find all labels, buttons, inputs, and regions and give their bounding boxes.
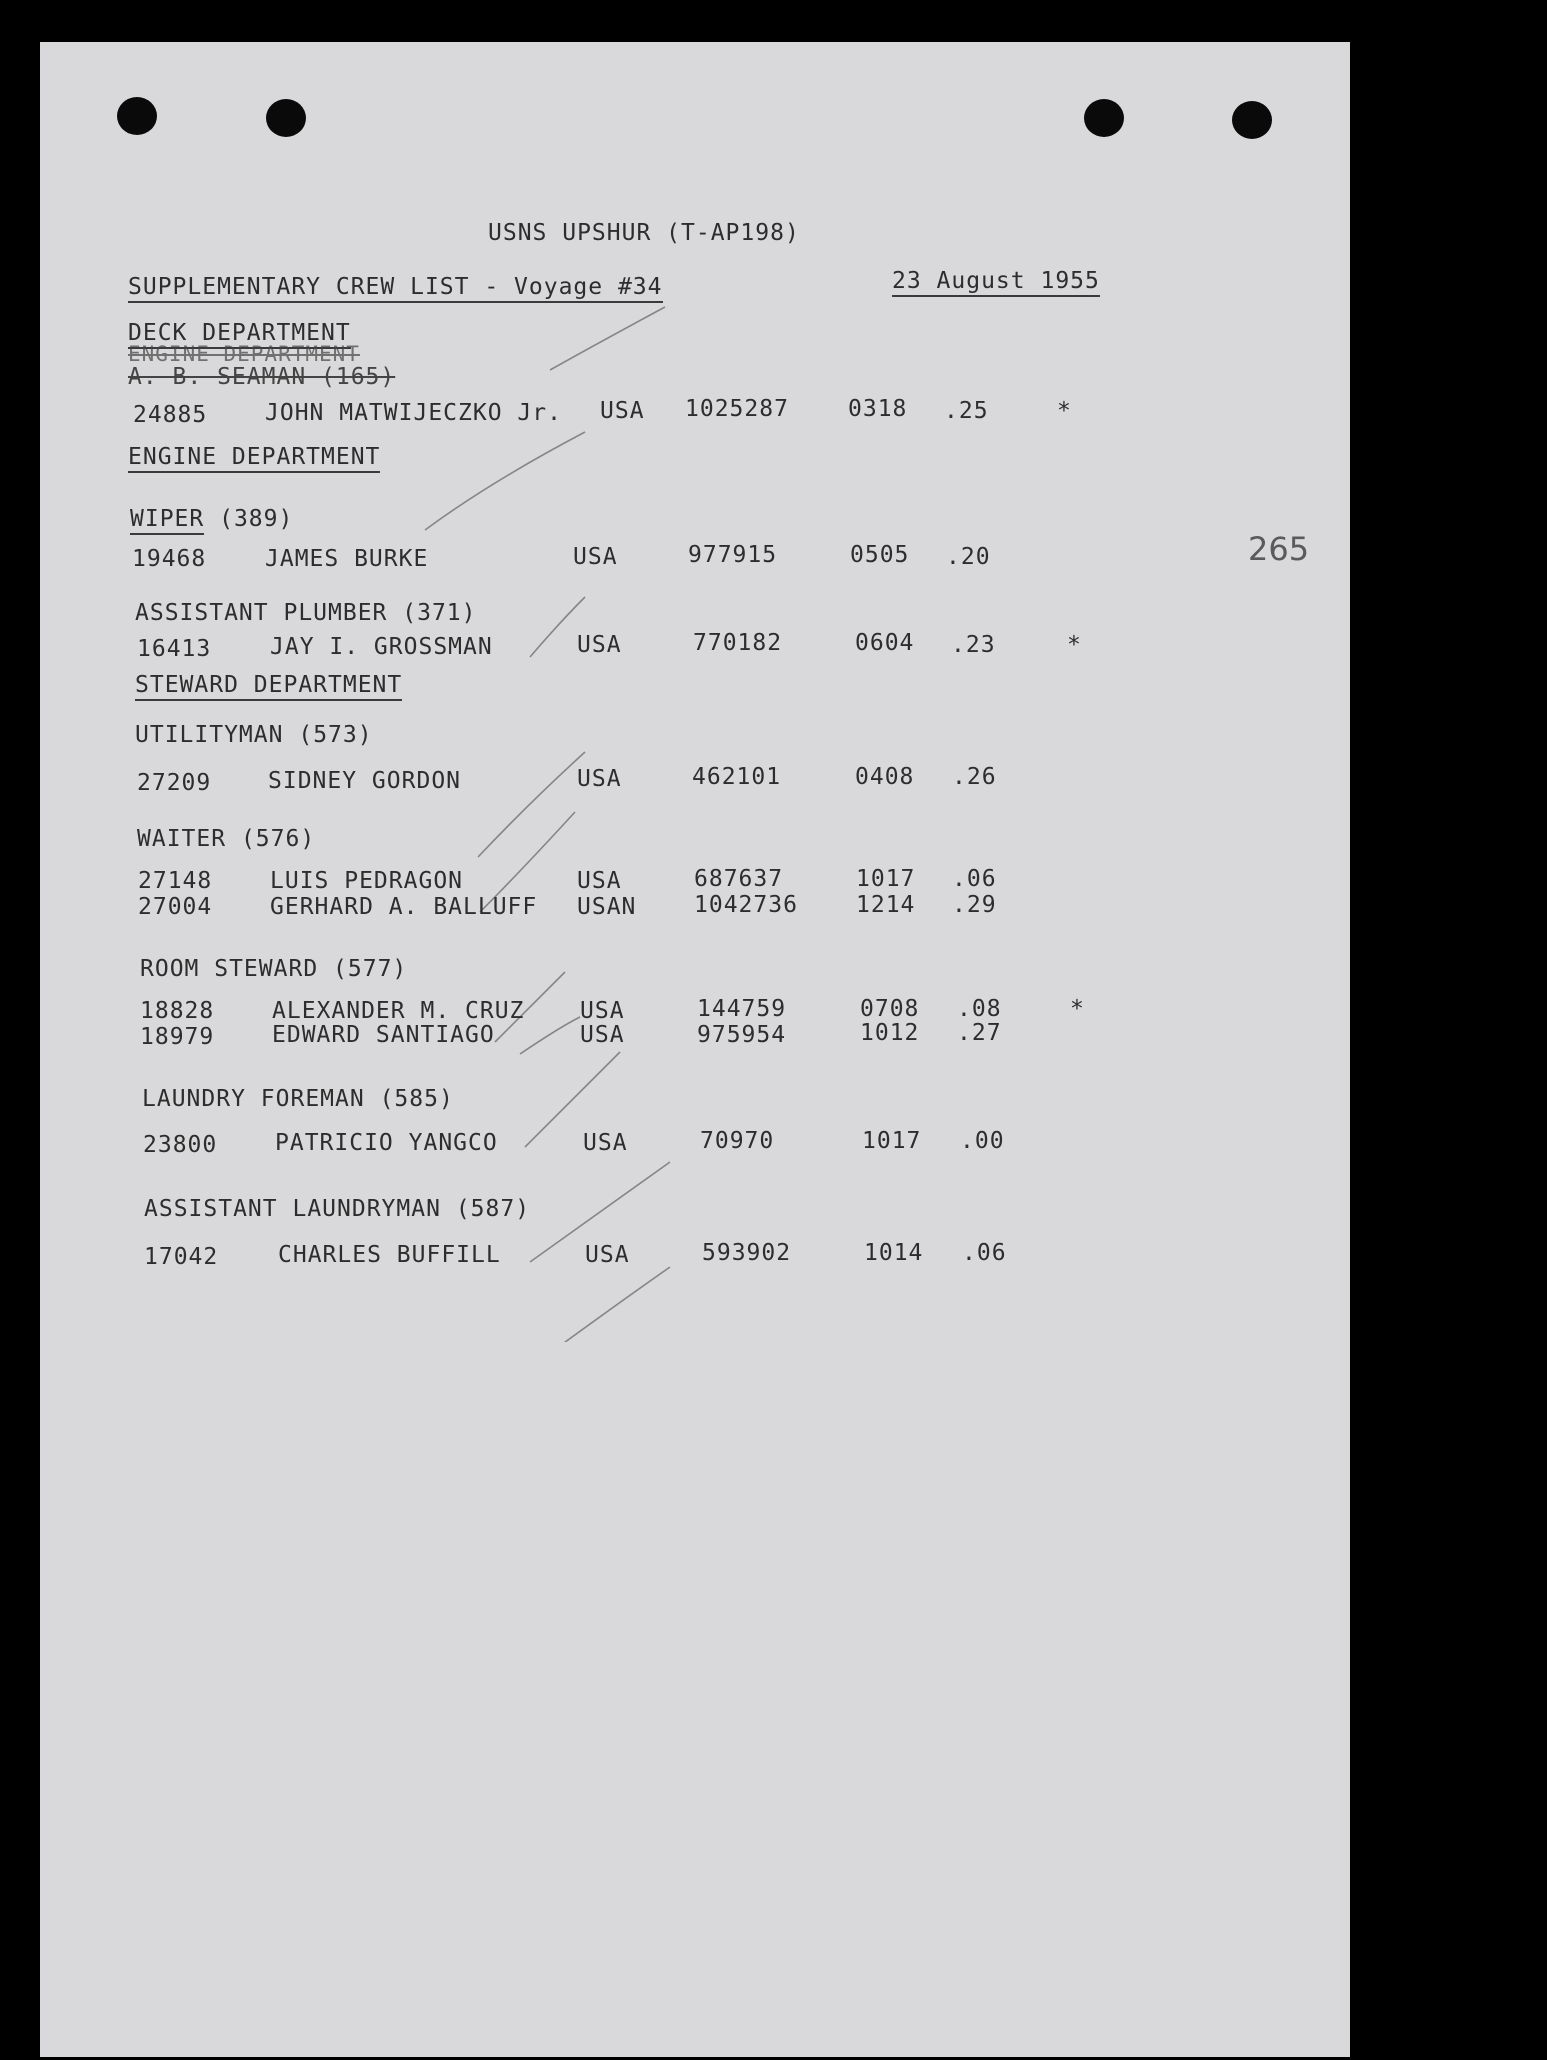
crew-number: 23800 (143, 1132, 218, 1158)
crew-time: 0708 (860, 996, 920, 1022)
crew-time: 0318 (848, 396, 908, 422)
position-heading: WAITER (576) (137, 826, 316, 852)
crew-name: JAMES BURKE (265, 546, 429, 572)
crew-z-number: 593902 (702, 1240, 792, 1266)
crew-number: 27209 (137, 770, 212, 796)
crew-number: 27148 (138, 868, 213, 894)
crew-z-number: 977915 (688, 542, 778, 568)
crew-rate: .25 (944, 398, 989, 424)
ship-name: USNS UPSHUR (T-AP198) (488, 220, 800, 246)
asterisk-mark: * (1057, 398, 1072, 424)
crew-time: 1214 (856, 892, 916, 918)
steward-department-heading: STEWARD DEPARTMENT (135, 672, 402, 701)
asterisk-mark: * (1070, 996, 1085, 1022)
crew-rate: .20 (946, 544, 991, 570)
crew-nationality: USA (600, 398, 645, 424)
crew-nationality: USA (583, 1130, 628, 1156)
list-title: SUPPLEMENTARY CREW LIST - Voyage #34 (128, 274, 663, 303)
crew-name: JOHN MATWIJECZKO Jr. (265, 400, 562, 426)
crew-number: 24885 (133, 402, 208, 428)
crew-number: 17042 (144, 1244, 219, 1270)
crew-number: 19468 (132, 546, 207, 572)
crew-time: 1017 (856, 866, 916, 892)
crew-rate: .26 (952, 764, 997, 790)
crew-nationality: USA (580, 1022, 625, 1048)
crew-rate: .23 (951, 632, 996, 658)
crew-name: CHARLES BUFFILL (278, 1242, 501, 1268)
crew-time: 0505 (850, 542, 910, 568)
crew-rate: .27 (957, 1020, 1002, 1046)
crew-number: 18979 (140, 1024, 215, 1050)
crew-time: 1012 (860, 1020, 920, 1046)
crew-rate: .06 (962, 1240, 1007, 1266)
crew-z-number: 687637 (694, 866, 784, 892)
crew-name: JAY I. GROSSMAN (270, 634, 493, 660)
deck-department-heading: DECK DEPARTMENT (128, 320, 351, 349)
crew-nationality: USA (577, 868, 622, 894)
crew-rate: .08 (957, 996, 1002, 1022)
crew-z-number: 70970 (700, 1128, 775, 1154)
crew-name: ALEXANDER M. CRUZ (272, 998, 525, 1024)
struck-heading: ENGINE DEPARTMENT (128, 342, 360, 366)
crew-rate: .00 (960, 1128, 1005, 1154)
crew-nationality: USA (580, 998, 625, 1024)
crew-number: 18828 (140, 998, 215, 1024)
crew-z-number: 1042736 (694, 892, 798, 918)
position-heading: ASSISTANT PLUMBER (371) (135, 600, 477, 626)
crew-time: 0604 (855, 630, 915, 656)
asterisk-mark: * (1067, 632, 1082, 658)
crew-nationality: USAN (577, 894, 637, 920)
crew-z-number: 975954 (697, 1022, 787, 1048)
crew-name: GERHARD A. BALLUFF (270, 894, 538, 920)
struck-position: A. B. SEAMAN (165) (128, 364, 396, 390)
crew-name: PATRICIO YANGCO (275, 1130, 498, 1156)
crew-z-number: 462101 (692, 764, 782, 790)
crew-time: 1014 (864, 1240, 924, 1266)
crew-name: LUIS PEDRAGON (270, 868, 464, 894)
list-date: 23 August 1955 (892, 268, 1100, 297)
document-page (40, 42, 1350, 2057)
position-heading: ASSISTANT LAUNDRYMAN (587) (144, 1196, 531, 1222)
crew-time: 1017 (862, 1128, 922, 1154)
crew-rate: .29 (952, 892, 997, 918)
crew-time: 0408 (855, 764, 915, 790)
crew-nationality: USA (577, 632, 622, 658)
position-heading: ROOM STEWARD (577) (140, 956, 408, 982)
crew-nationality: USA (573, 544, 618, 570)
crew-name: SIDNEY GORDON (268, 768, 462, 794)
crew-z-number: 770182 (693, 630, 783, 656)
position-heading: WIPER (389) (130, 506, 293, 532)
side-page-number: 265 (1248, 530, 1310, 568)
crew-nationality: USA (577, 766, 622, 792)
position-heading: UTILITYMAN (573) (135, 722, 373, 748)
crew-z-number: 1025287 (685, 396, 789, 422)
crew-name: EDWARD SANTIAGO (272, 1022, 495, 1048)
crew-rate: .06 (952, 866, 997, 892)
crew-number: 16413 (137, 636, 212, 662)
crew-z-number: 144759 (697, 996, 787, 1022)
crew-nationality: USA (585, 1242, 630, 1268)
position-heading: LAUNDRY FOREMAN (585) (142, 1086, 454, 1112)
engine-department-heading: ENGINE DEPARTMENT (128, 444, 380, 473)
crew-number: 27004 (138, 894, 213, 920)
